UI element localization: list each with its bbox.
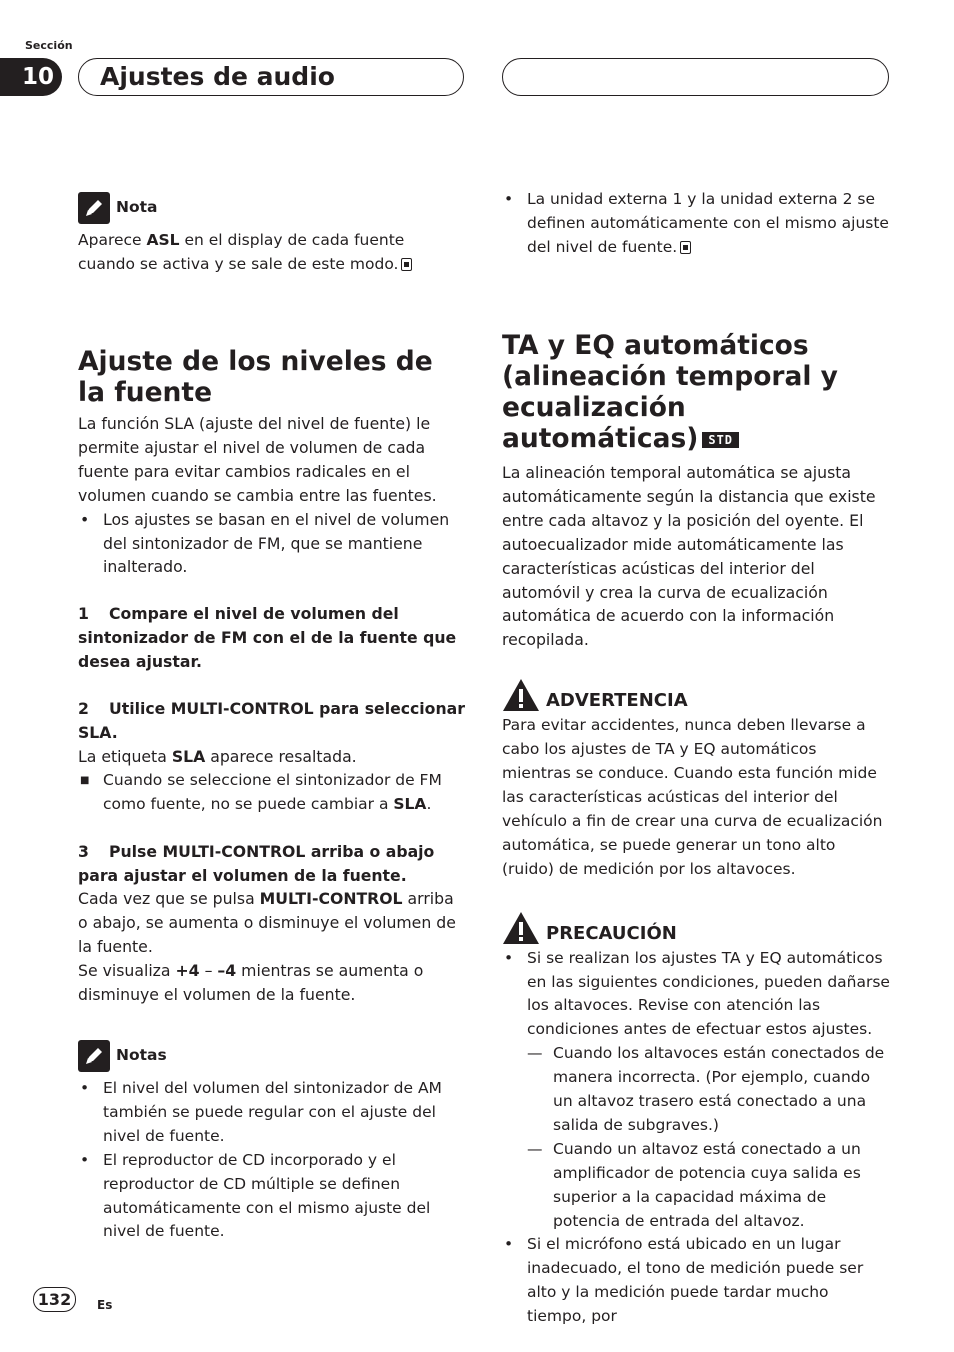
- step-2-body: La etiqueta SLA aparece resaltada.: [78, 746, 357, 766]
- end-mark-icon: [680, 241, 691, 254]
- sla-bullet: • Los ajustes se basan en el nivel de volumen del sintonizador de FM, que se mantiene inalterado.: [78, 508, 466, 580]
- caution-bullet-1: • Si se realizan los ajustes TA y EQ automáticos en las siguientes condiciones, pueden dañarse los altavoces. Revise con atención las condiciones antes de efectuar estos ajustes.: [502, 947, 890, 1043]
- warning-header: [502, 676, 890, 712]
- empty-header-frame: [502, 58, 889, 96]
- caution-dash-1: — Cuando los altavoces están conectados de manera incorrecta. (Por ejemplo, cuando un altavoz trasero está conectado a una salida de subgraves.): [502, 1042, 890, 1138]
- caution-label: PRECAUCIÓN: [546, 922, 677, 944]
- step-3-body-1: Cada vez que se pulsa MULTI-CONTROL arriba o abajo, se aumenta o disminuye el volumen de la fuente.: [78, 889, 456, 957]
- external-unit-block: [502, 188, 890, 260]
- step-2-subnote: ■ Cuando se seleccione el sintonizador de FM como fuente, no se puede cambiar a SLA.: [78, 769, 466, 817]
- caution-bullet-2: • Si el micrófono está ubicado en un lugar inadecuado, el tono de medición puede ser alto y la medición puede tardar mucho tiempo, por: [502, 1233, 890, 1329]
- step-1: 1 Compare el nivel de volumen del sintonizador de FM con el de la fuente que desea ajustar.: [78, 604, 457, 672]
- notes-item-1: • El nivel del volumen del sintonizador de AM también se puede regular con el ajuste del nivel de fuente.: [78, 1077, 466, 1149]
- section-number: 10: [0, 58, 62, 96]
- section-title: Ajustes de audio: [100, 62, 335, 91]
- notes-block: [78, 1040, 466, 1244]
- pencil-icon: [78, 1040, 110, 1072]
- sla-intro: La función SLA (ajuste del nivel de fuente) le permite ajustar el nivel de volumen de cada fuente para evitar cambios radicales en el volumen cuando se cambia entre las fuentes.: [78, 414, 437, 505]
- auto-ta-eq-intro: La alineación temporal automática se ajusta automáticamente según la distancia que existe entre cada altavoz y la posición del oyente. El autoecualizador mide automáticamente las características acústicas del interior del automóvil y crea la curva de ecualización automática de acuerdo con la información recopilada.: [502, 463, 876, 650]
- external-unit-bullet: • La unidad externa 1 y la unidad externa 2 se definen automáticamente con el mismo ajuste del nivel de fuente.: [502, 188, 890, 260]
- auto-ta-eq-heading: TA y EQ automáticos (alineación temporal y ecualización automáticas) STD: [502, 330, 838, 454]
- step-2: 2 Utilice MULTI-CONTROL para seleccionar SLA.: [78, 699, 465, 742]
- language-code: Es: [97, 1298, 113, 1312]
- caution-header: [502, 909, 890, 945]
- warning-text: Para evitar accidentes, nunca deben llevarse a cabo los ajustes de TA y EQ automáticos mientras se conduce. Cuando esta función mide las características acústicas del interior del vehículo a fin de crear una curva de ecualización automática, se puede generar un tono alto (ruido) de medición por los altavoces.: [502, 716, 883, 878]
- warning-label: ADVERTENCIA: [546, 690, 688, 712]
- warning-icon: [502, 678, 540, 712]
- end-mark-icon: [401, 258, 412, 271]
- note-label: Nota: [116, 198, 158, 217]
- auto-ta-eq-section: [502, 330, 890, 1329]
- notes-label: Notas: [116, 1046, 167, 1065]
- notes-item-2: • El reproductor de CD incorporado y el reproductor de CD múltiple se definen automáticamente con el mismo ajuste del nivel de fuente.: [78, 1149, 466, 1245]
- std-badge: STD: [702, 432, 739, 448]
- note-block: [78, 192, 466, 277]
- caution-dash-2: — Cuando un altavoz está conectado a un amplificador de potencia cuya salida es superior a la capacidad máxima de potencia de entrada del altavoz.: [502, 1138, 890, 1234]
- step-3-body-2: Se visualiza +4 – –4 mientras se aumenta o disminuye el volumen de la fuente.: [78, 961, 424, 1005]
- note-text: Aparece ASL en el display de cada fuente cuando se activa y se sale de este modo.: [78, 229, 466, 277]
- pencil-icon: [78, 192, 110, 224]
- sla-section: [78, 346, 466, 1007]
- sla-heading: Ajuste de los niveles de la fuente: [78, 346, 433, 408]
- warning-icon: [502, 911, 540, 945]
- page-number: 132: [33, 1287, 76, 1312]
- step-3: 3 Pulse MULTI-CONTROL arriba o abajo para ajustar el volumen de la fuente.: [78, 841, 435, 885]
- section-label: Sección: [25, 39, 73, 52]
